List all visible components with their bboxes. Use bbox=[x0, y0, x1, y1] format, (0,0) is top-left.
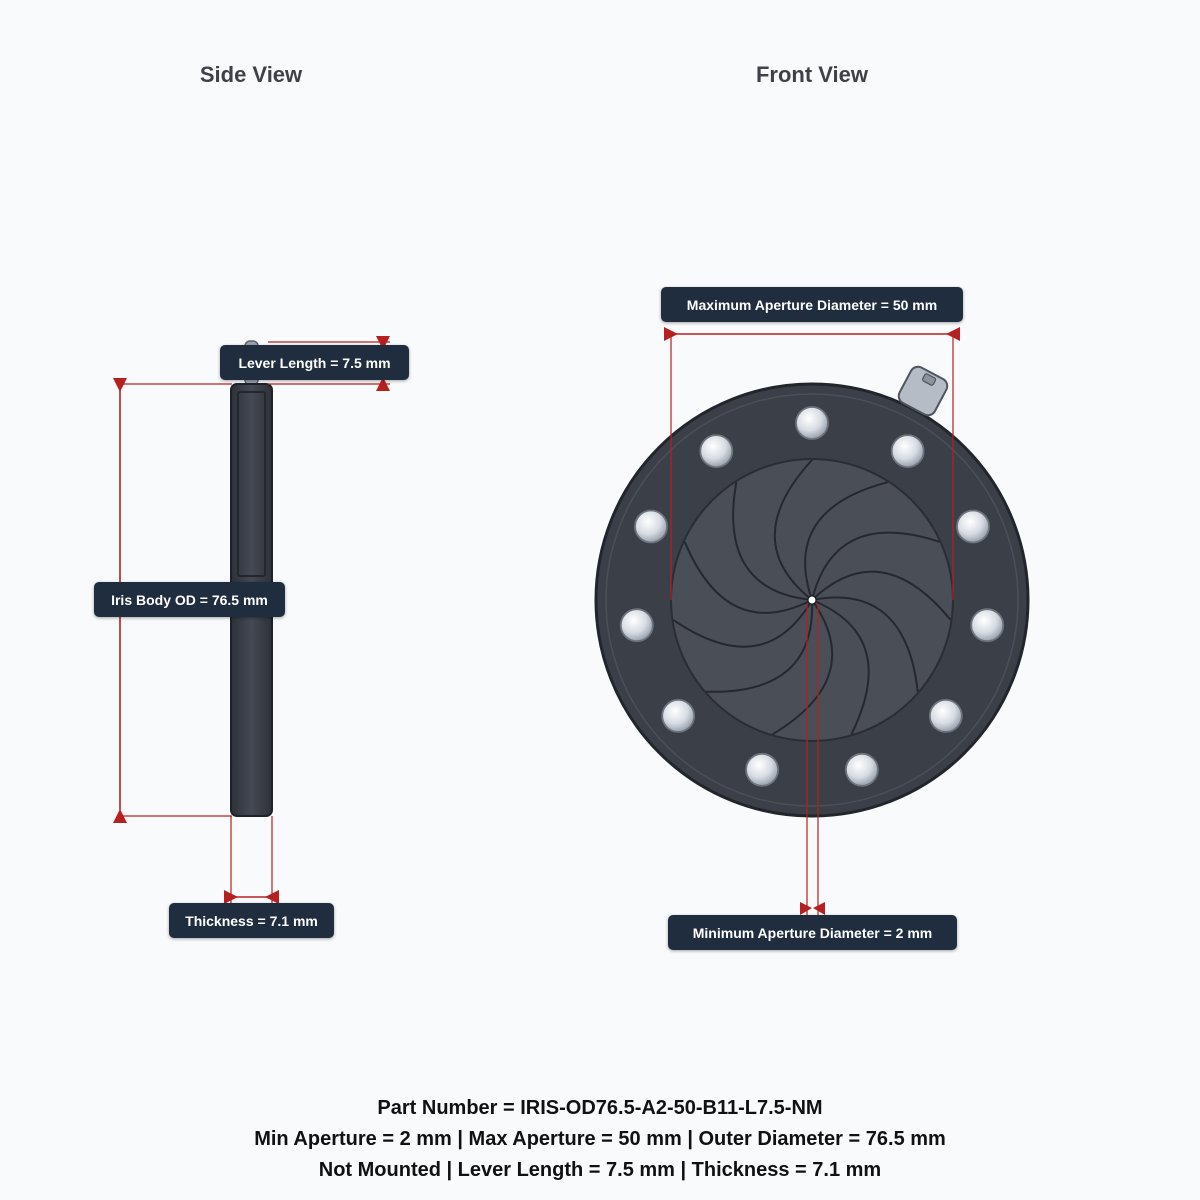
mounting-screw bbox=[621, 609, 653, 641]
thickness-label: Thickness = 7.1 mm bbox=[169, 903, 334, 938]
side-view-title: Side View bbox=[199, 62, 303, 87]
min-aperture-hole bbox=[808, 596, 816, 604]
mounting-screw bbox=[662, 700, 694, 732]
mounting-specs-line: Not Mounted | Lever Length = 7.5 mm | Thickness = 7.1 mm bbox=[318, 1159, 882, 1181]
mounting-screw bbox=[957, 511, 989, 543]
mounting-screw bbox=[700, 435, 732, 467]
mounting-screw bbox=[746, 754, 778, 786]
lever-length-label: Lever Length = 7.5 mm bbox=[220, 345, 409, 380]
mounting-screw bbox=[930, 700, 962, 732]
min-aperture-label: Minimum Aperture Diameter = 2 mm bbox=[668, 915, 957, 950]
side-view bbox=[113, 336, 390, 904]
mounting-screw bbox=[892, 435, 924, 467]
part-number-line: Part Number = IRIS-OD76.5-A2-50-B11-L7.5-NM bbox=[377, 1097, 823, 1119]
front-view-title: Front View bbox=[755, 62, 869, 87]
front-view bbox=[596, 327, 1028, 915]
mounting-screw bbox=[635, 511, 667, 543]
mounting-screw bbox=[971, 609, 1003, 641]
body-od-label: Iris Body OD = 76.5 mm bbox=[94, 582, 285, 617]
thickness-dimension bbox=[224, 816, 279, 904]
mounting-screw bbox=[796, 407, 828, 439]
aperture-specs-line: Min Aperture = 2 mm | Max Aperture = 50 mm | Outer Diameter = 76.5 mm bbox=[254, 1128, 946, 1150]
mounting-screw bbox=[846, 754, 878, 786]
max-aperture-label: Maximum Aperture Diameter = 50 mm bbox=[661, 287, 963, 322]
